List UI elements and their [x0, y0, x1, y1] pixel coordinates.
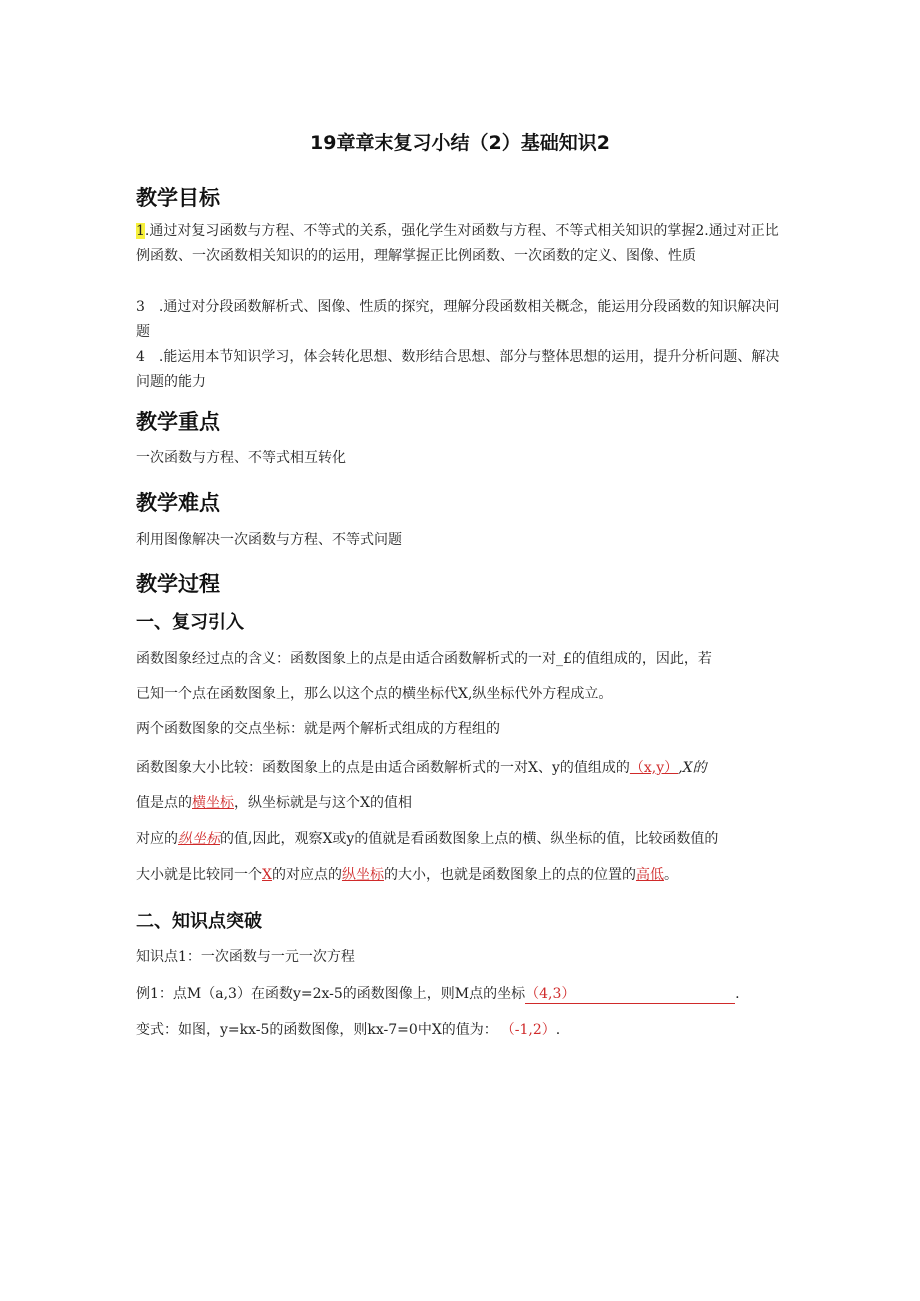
- p6-text-d: 。: [663, 867, 678, 883]
- paragraph-3: [136, 757, 786, 777]
- paragraph-2: 两个函数图象的交点坐标：就是两个解析式组成的方程组的: [136, 721, 500, 737]
- page-title: 19章章末复习小结（2）基础知识2: [310, 132, 610, 154]
- p6-answer-3: 高低: [635, 867, 664, 883]
- p3-answer: （x,y）: [629, 760, 679, 776]
- subheading-review: 一、复习引入: [136, 612, 244, 633]
- paragraph-5: [136, 828, 786, 848]
- example-1-text: 例1：点M（a,3）在函数y=2x-5的函数图像上，则M点的坐标: [136, 986, 526, 1002]
- highlight-number: 1: [136, 223, 145, 239]
- p5-tail: 的值,因此，观察X或y的值就是看函数图象上点的横、纵坐标的值，比较函数值的: [220, 831, 719, 847]
- p6-text-b: 的对应点的: [271, 867, 342, 883]
- p3-tail: ,X的: [678, 760, 707, 776]
- p5-text: 对应的: [136, 831, 178, 847]
- p4-tail: ，纵坐标就是与这个X的值相: [234, 795, 412, 811]
- p6-text-a: 大小就是比较同一个: [136, 867, 262, 883]
- goal-item-1-text: .通过对复习函数与方程、不等式的关系，强化学生对函数与方程、不等式相关知识的掌握2.通过对正比例函数、一次函数相关知识的的运用，理解掌握正比例函数、一次函数的定义、图像、性质: [136, 223, 779, 264]
- p6-text-c: 的大小，也就是函数图象上的点的位置的: [383, 867, 636, 883]
- heading-process: 教学过程: [136, 572, 220, 596]
- p5-answer: 纵坐标: [178, 831, 220, 847]
- subheading-knowledge: 二、知识点突破: [136, 911, 262, 932]
- example-1-tail: .: [735, 986, 740, 1002]
- example-1: [136, 983, 786, 1004]
- example-1-answer: （4,3）: [525, 983, 735, 1004]
- heading-key-points: 教学重点: [136, 410, 220, 434]
- p6-answer-2: 纵坐标: [341, 867, 384, 883]
- paragraph-1a: 函数图象经过点的含义：函数图象上的点是由适合函数解析式的一对_£的值组成的，因此，若: [136, 651, 712, 667]
- heading-goals: 教学目标: [136, 186, 220, 210]
- knowledge-point-1: 知识点1：一次函数与一元一次方程: [136, 949, 355, 965]
- goal-item-1: [136, 219, 784, 269]
- key-points-text: 一次函数与方程、不等式相互转化: [136, 450, 346, 466]
- p4-text: 值是点的: [136, 795, 192, 811]
- variant-tail: .: [555, 1022, 561, 1038]
- heading-difficulty: 教学难点: [136, 491, 220, 515]
- variant-answer: （-1,2）: [507, 1022, 556, 1038]
- goal-item-4: 4 .能运用本节知识学习，体会转化思想、数形结合思想、部分与整体思想的运用，提升分析问题、解决问题的能力: [136, 349, 780, 390]
- p6-answer-1: X: [262, 867, 272, 883]
- difficulty-text: 利用图像解决一次函数与方程、不等式问题: [136, 532, 402, 548]
- variant: [136, 1019, 786, 1039]
- goal-item-3: 3 .通过对分段函数解析式、图像、性质的探究，理解分段函数相关概念，能运用分段函数的知识解决问题: [136, 299, 780, 340]
- paragraph-6: [136, 864, 786, 884]
- paragraph-4: [136, 792, 786, 812]
- p4-answer: 横坐标: [192, 795, 234, 811]
- variant-text: 变式：如图，y=kx-5的函数图像，则kx-7=0中X的值为：: [136, 1022, 498, 1038]
- p3-text: 函数图象大小比较：函数图象上的点是由适合函数解析式的一对X、y的值组成的: [136, 760, 630, 776]
- paragraph-1b: 已知一个点在函数图象上，那么以这个点的横坐标代X,纵坐标代外方程成立。: [136, 686, 613, 702]
